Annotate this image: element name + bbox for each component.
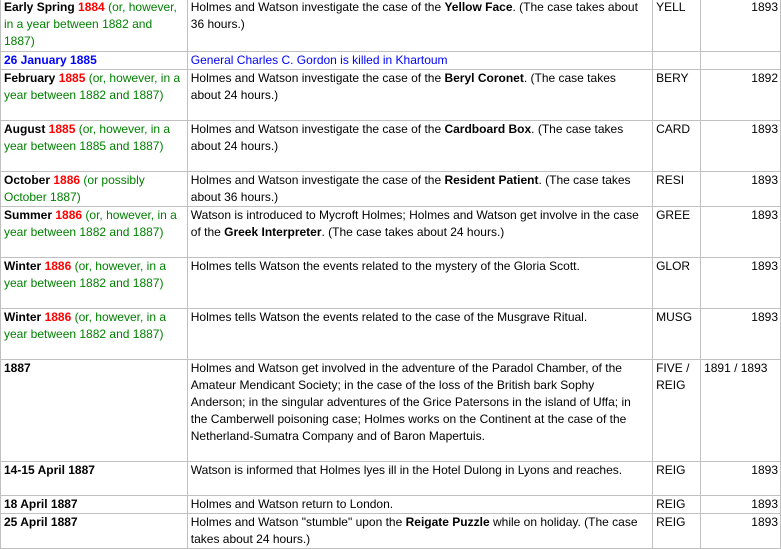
event-cell: Holmes tells Watson the events related to the case of the Musgrave Ritual. xyxy=(187,309,652,360)
code-cell xyxy=(653,52,701,70)
table-row xyxy=(1,360,781,462)
code-cell: MUSG xyxy=(653,309,701,360)
event-cell: Holmes and Watson investigate the case of the Cardboard Box. (The case takes about 24 hours.) xyxy=(187,121,652,172)
table-row xyxy=(1,52,781,70)
year-cell: 1893 xyxy=(701,207,781,258)
event-cell: Holmes and Watson "stumble" upon the Reigate Puzzle while on holiday. (The case takes about 24 hours.) xyxy=(187,514,652,549)
case-title: Beryl Coronet xyxy=(444,71,524,85)
code-cell: YELL xyxy=(653,0,701,52)
table-row xyxy=(1,258,781,309)
table-row xyxy=(1,309,781,360)
table-row xyxy=(1,207,781,258)
code-cell: RESI xyxy=(653,172,701,207)
table-row xyxy=(1,514,781,549)
date-cell: Winter 1886 (or, however, in a year between 1882 and 1887) xyxy=(1,309,188,360)
case-title: Reigate Puzzle xyxy=(405,515,490,529)
year-cell: 1893 xyxy=(701,514,781,549)
date-cell: October 1886 (or possibly October 1887) xyxy=(1,172,188,207)
code-cell: REIG xyxy=(653,462,701,496)
case-title: Yellow Face xyxy=(444,0,513,14)
code-cell: FIVE / REIG xyxy=(653,360,701,462)
date-cell: 25 April 1887 xyxy=(1,514,188,549)
table-row xyxy=(1,462,781,496)
date-cell: 18 April 1887 xyxy=(1,496,188,514)
code-cell: BERY xyxy=(653,70,701,121)
year-cell: 1893 xyxy=(701,258,781,309)
date-cell: Early Spring 1884 (or, however, in a year between 1882 and 1887) xyxy=(1,0,188,52)
event-cell: Holmes tells Watson the events related to the mystery of the Gloria Scott. xyxy=(187,258,652,309)
event-cell: Holmes and Watson investigate the case of the Resident Patient. (The case takes about 36 hours.) xyxy=(187,172,652,207)
date-cell: August 1885 (or, however, in a year between 1885 and 1887) xyxy=(1,121,188,172)
code-cell: REIG xyxy=(653,514,701,549)
year-cell: 1891 / 1893 xyxy=(701,360,781,462)
date-cell: Winter 1886 (or, however, in a year between 1882 and 1887) xyxy=(1,258,188,309)
event-cell: Watson is introduced to Mycroft Holmes; Holmes and Watson get involve in the case of the Greek Interpreter. (The case takes about 24 hours.) xyxy=(187,207,652,258)
code-cell: REIG xyxy=(653,496,701,514)
code-cell: GLOR xyxy=(653,258,701,309)
code-cell: GREE xyxy=(653,207,701,258)
year-cell: 1893 xyxy=(701,309,781,360)
date-cell: 1887 xyxy=(1,360,188,462)
table-row xyxy=(1,172,781,207)
case-title: Cardboard Box xyxy=(444,122,532,136)
event-cell: Holmes and Watson investigate the case of the Beryl Coronet. (The case takes about 24 hours.) xyxy=(187,70,652,121)
year-cell: 1893 xyxy=(701,462,781,496)
year-cell xyxy=(701,52,781,70)
event-cell: General Charles C. Gordon is killed in Khartoum xyxy=(187,52,652,70)
year-cell: 1893 xyxy=(701,496,781,514)
case-title: Greek Interpreter xyxy=(224,225,322,239)
date-cell: 14-15 April 1887 xyxy=(1,462,188,496)
date-cell: 26 January 1885 xyxy=(1,52,188,70)
date-cell: February 1885 (or, however, in a year between 1882 and 1887) xyxy=(1,70,188,121)
year-cell: 1893 xyxy=(701,121,781,172)
table-row xyxy=(1,0,781,52)
case-title: Resident Patient xyxy=(444,173,539,187)
year-cell: 1893 xyxy=(701,0,781,52)
event-cell: Watson is informed that Holmes lyes ill in the Hotel Dulong in Lyons and reaches. xyxy=(187,462,652,496)
table-row xyxy=(1,496,781,514)
event-cell: Holmes and Watson investigate the case of the Yellow Face. (The case takes about 36 hours.) xyxy=(187,0,652,52)
table-row xyxy=(1,121,781,172)
year-cell: 1892 xyxy=(701,70,781,121)
code-cell: CARD xyxy=(653,121,701,172)
year-cell: 1893 xyxy=(701,172,781,207)
date-cell: Summer 1886 (or, however, in a year between 1882 and 1887) xyxy=(1,207,188,258)
table-row xyxy=(1,70,781,121)
event-cell: Holmes and Watson get involved in the adventure of the Paradol Chamber, of the Amateur Mendicant Society; in the case of the loss of the British bark Sophy Anderson; in the singular adventures of the Grice Patersons in the island of Uffa; in the Camberwell poisoning case; Holmes works on the Continent at the case of the Netherland-Sumatra Company and of Baron Mapertuis. xyxy=(187,360,652,462)
event-cell: Holmes and Watson return to London. xyxy=(187,496,652,514)
